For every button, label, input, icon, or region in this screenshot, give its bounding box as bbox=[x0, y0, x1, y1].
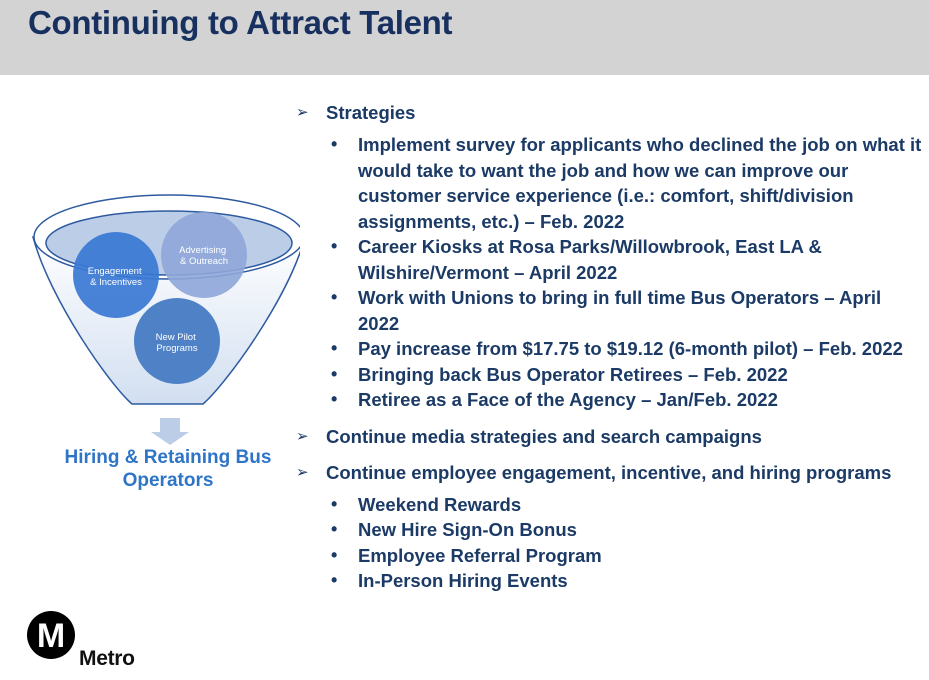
advertising-text-1: Advertising bbox=[179, 245, 227, 256]
bullet-icon: • bbox=[331, 363, 338, 384]
funnel-diagram bbox=[0, 0, 300, 450]
engagement-text-2: & Incentives bbox=[90, 277, 142, 288]
list-item bbox=[296, 336, 926, 362]
media-heading: Continue media strategies and search campaigns bbox=[326, 425, 762, 447]
list-item bbox=[296, 568, 926, 594]
list-item bbox=[296, 362, 926, 388]
program-text: Employee Referral Program bbox=[358, 544, 602, 566]
strategy-text: Retiree as a Face of the Agency – Jan/Feb. 2022 bbox=[358, 389, 778, 410]
list-item bbox=[296, 492, 926, 518]
advertising-text-2: & Outreach bbox=[179, 256, 229, 267]
engagement-heading-item bbox=[296, 460, 926, 485]
media-heading-item bbox=[296, 424, 926, 449]
bullet-icon: • bbox=[331, 236, 338, 256]
bullet-icon: • bbox=[331, 544, 338, 565]
list-item bbox=[296, 234, 926, 285]
pilot-text-1: New Pilot bbox=[155, 332, 196, 343]
program-text: Weekend Rewards bbox=[358, 493, 522, 515]
program-text: In-Person Hiring Events bbox=[358, 570, 568, 591]
list-item bbox=[296, 387, 926, 413]
strategy-text: Career Kiosks at Rosa Parks/Willowbrook, East LA & Wilshire/Vermont – April 2022 bbox=[358, 236, 822, 283]
strategies-heading: Strategies bbox=[326, 102, 416, 123]
list-item bbox=[296, 132, 926, 234]
arrow-bullet-icon: ➢ bbox=[296, 104, 309, 121]
arrow-bullet-icon: ➢ bbox=[296, 427, 309, 445]
bullet-icon: • bbox=[331, 338, 338, 358]
engagement-text-1: Engagement bbox=[87, 266, 142, 277]
list-item bbox=[296, 285, 926, 336]
bullet-icon: • bbox=[331, 519, 338, 539]
strategy-text: Bringing back Bus Operator Retirees – Feb. 2022 bbox=[358, 363, 788, 385]
svg-text:New Pilot Programs bbox=[156, 332, 199, 354]
list-item bbox=[296, 543, 926, 569]
strategy-text: Work with Unions to bring in full time Bus Operators – April 2022 bbox=[358, 287, 882, 334]
strategies-heading-item bbox=[296, 100, 926, 125]
strategy-text: Pay increase from $17.75 to $19.12 (6-month pilot) – Feb. 2022 bbox=[358, 338, 903, 359]
content-list bbox=[296, 100, 926, 594]
svg-text:Advertising & Outreach bbox=[179, 245, 229, 267]
metro-logo-text: Metro bbox=[79, 647, 135, 670]
funnel-label: Hiring & Retaining Bus Operators bbox=[64, 447, 272, 491]
slide-title: Continuing to Attract Talent bbox=[28, 4, 453, 41]
bullet-icon: • bbox=[331, 287, 338, 307]
metro-logo-letter: M bbox=[36, 617, 66, 655]
svg-text:Engagement & Incentives bbox=[88, 266, 145, 288]
arrow-bullet-icon: ➢ bbox=[296, 463, 309, 481]
program-text: New Hire Sign-On Bonus bbox=[358, 519, 577, 540]
bullet-icon: • bbox=[331, 389, 338, 409]
strategy-text: Implement survey for applicants who declined the job on what it would take to want the job and how we can improve our customer service experience (i.e.: comfort, shift/division assignments, etc.) – Feb. 2022 bbox=[358, 134, 922, 232]
pilot-text-2: Programs bbox=[156, 343, 198, 354]
bullet-icon: • bbox=[331, 493, 338, 514]
list-item bbox=[296, 517, 926, 543]
bullet-icon: • bbox=[331, 570, 338, 590]
bullet-icon: • bbox=[331, 134, 338, 154]
metro-logo-icon bbox=[26, 610, 76, 660]
down-arrow-icon bbox=[151, 418, 189, 445]
engagement-heading: Continue employee engagement, incentive, and hiring programs bbox=[326, 461, 892, 483]
